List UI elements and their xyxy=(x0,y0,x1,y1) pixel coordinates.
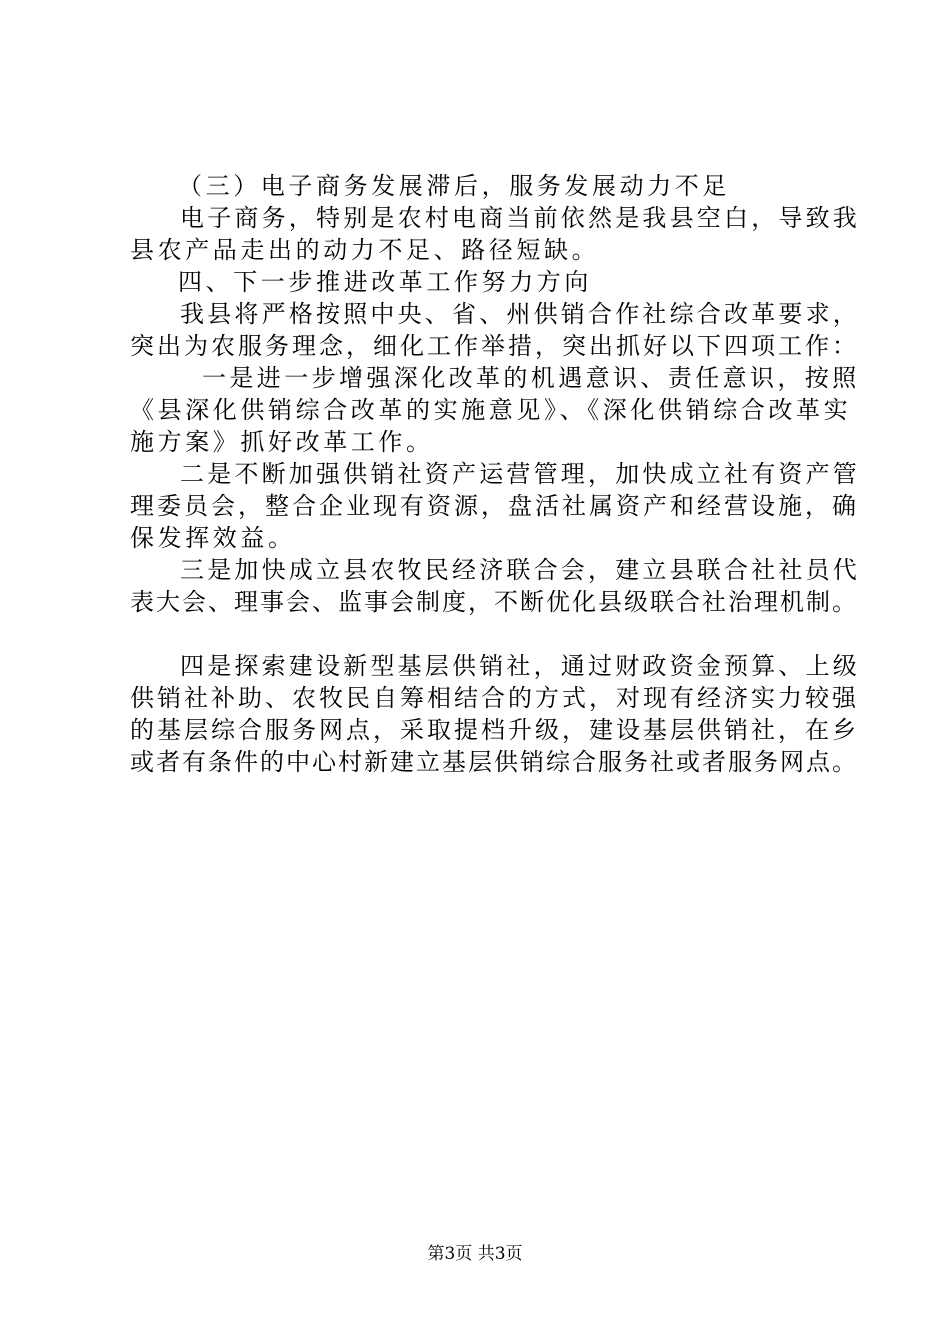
text-line: 《县深化供销综合改革的实施意见》、《深化供销综合改革实 xyxy=(130,396,852,424)
text-line: 县农产品走出的动力不足、路径短缺。 xyxy=(130,236,600,264)
paragraph-item-two xyxy=(130,458,860,554)
text-line: 供销社补助、农牧民自筹相结合的方式，对现有经济实力较强 xyxy=(130,684,859,712)
paragraph-spacer xyxy=(130,618,860,650)
text-line: 电子商务，特别是农村电商当前依然是我县空白，导致我 xyxy=(180,204,860,232)
text-line: 理委员会，整合企业现有资源，盘活社属资产和经营设施，确 xyxy=(130,492,859,520)
text-line: 一是进一步增强深化改革的机遇意识、责任意识，按照 xyxy=(202,364,860,392)
paragraph-item-four xyxy=(130,650,860,778)
document-body xyxy=(130,170,860,778)
text-line: 三是加快成立县农牧民经济联合会，建立县联合社社员代 xyxy=(180,556,860,584)
text-line: 二是不断加强供销社资产运营管理，加快成立社有资产管 xyxy=(180,460,860,488)
page-footer xyxy=(0,1243,950,1265)
text-line: （三）电子商务发展滞后，服务发展动力不足 xyxy=(178,172,730,200)
text-line: 四是探索建设新型基层供销社，通过财政资金预算、上级 xyxy=(180,652,860,680)
text-line: 保发挥效益。 xyxy=(130,524,296,552)
text-line: 施方案》抓好改革工作。 xyxy=(130,428,434,456)
section-heading xyxy=(130,266,860,298)
paragraph-item-one xyxy=(130,362,860,458)
page-number: 第3页 共3页 xyxy=(427,1244,523,1264)
text-line: 的基层综合服务网点，采取提档升级，建设基层供销社，在乡 xyxy=(130,716,859,744)
text-line: 我县将严格按照中央、省、州供销合作社综合改革要求， xyxy=(180,300,860,328)
text-line: 或者有条件的中心村新建立基层供销综合服务社或者服务网点。 xyxy=(130,748,858,776)
text-line: 表大会、理事会、监事会制度，不断优化县级联合社治理机制。 xyxy=(130,588,858,616)
paragraph-intro xyxy=(130,298,860,362)
paragraph-ecommerce xyxy=(130,202,860,266)
text-line: 突出为农服务理念，细化工作举措，突出抓好以下四项工作： xyxy=(130,332,859,360)
paragraph-item-three xyxy=(130,554,860,618)
subsection-heading xyxy=(130,170,860,202)
text-line: 四、下一步推进改革工作努力方向 xyxy=(178,268,592,296)
